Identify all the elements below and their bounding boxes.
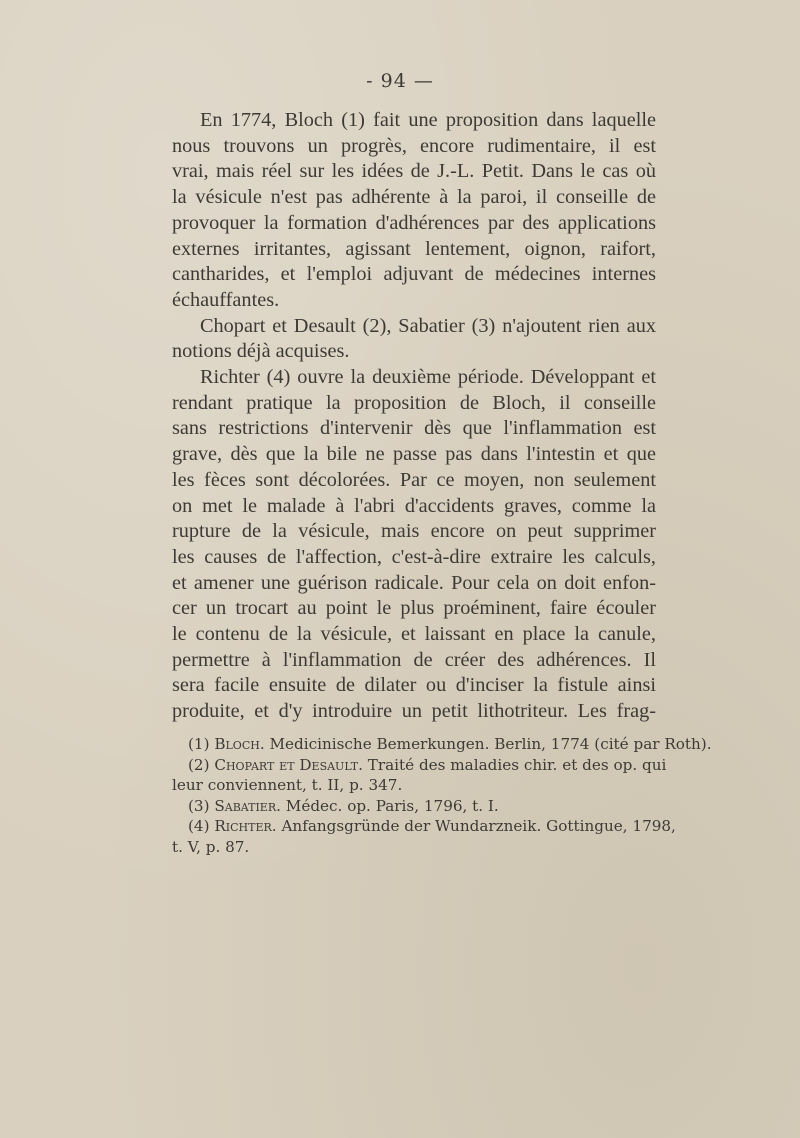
footnote-number: (1) (188, 735, 210, 753)
paragraph-3 (172, 365, 656, 725)
footnote-text: . Médec. op. Paris, 1796, t. I. (276, 796, 499, 815)
footnote-number: (2) (188, 755, 210, 774)
footnote-3 (172, 796, 658, 817)
footnote-author: Richter (214, 817, 272, 835)
footnote-1 (172, 734, 712, 755)
text-line: sera facile ensuite de dilater ou d'inciser la fistule ainsi (172, 674, 656, 697)
paragraph-1 (172, 108, 656, 314)
footnotes (172, 734, 712, 857)
text-line: provoquer la formation d'adhérences par des applications (172, 211, 656, 234)
text-line: Chopart et Desault (2), Sabatier (3) n'ajoutent rien aux (200, 314, 656, 337)
text-line: les fèces sont décolorées. Par ce moyen, non seulement (172, 468, 656, 491)
footnote-author: Bloch (214, 735, 260, 753)
text-line: rendant pratique la proposition de Bloch, il conseille (172, 391, 656, 414)
footnote-line: (1) Bloch. Medicinische Bemerkungen. Berlin, 1774 (cité par Roth). (188, 735, 712, 753)
text-line: notions déjà acquises. (172, 340, 350, 363)
text-line: cantharides, et l'emploi adjuvant de médecines internes (172, 263, 656, 286)
footnote-line: leur conviennent, t. II, p. 347. (172, 776, 403, 794)
footnote-2 (172, 755, 667, 796)
text-line: grave, dès que la bile ne passe pas dans l'intestin et que (172, 443, 656, 466)
paragraph-2 (172, 314, 656, 365)
text-line: En 1774, Bloch (1) fait une proposition dans laquelle (200, 109, 656, 131)
footnote-line (172, 816, 676, 837)
text-line: vrai, mais réel sur les idées de J.-L. Petit. Dans le cas où (172, 160, 656, 183)
text-line: cer un trocart au point le plus proéminent, faire écouler (172, 597, 656, 620)
text-line: nous trouvons un progrès, encore rudimentaire, il est (172, 134, 656, 157)
footnote-number: (3) (188, 796, 210, 815)
text-line: le contenu de la vésicule, et laissant en place la canule, (172, 623, 656, 646)
text-line: produite, et d'y introduire un petit lithotriteur. Les frag- (172, 700, 656, 723)
text-line: on met le malade à l'abri d'accidents graves, comme la (172, 494, 656, 517)
text-line: les causes de l'affection, c'est-à-dire extraire les calculs, (172, 545, 656, 568)
footnote-4 (172, 816, 676, 857)
footnote-text: Medicinische Bemerkungen. Berlin, 1774 (cité par Roth). (269, 735, 712, 753)
footnote-author: Chopart et Desault (214, 755, 359, 774)
body-text (172, 108, 656, 725)
text-line: externes irritantes, agissant lentement, oignon, raifort, (172, 237, 656, 260)
page-number: - 94 — (366, 70, 434, 92)
footnote-text: . Traité des maladies chir. et des op. qui (358, 755, 667, 774)
footnote-line: t. V, p. 87. (172, 837, 250, 856)
footnote-author: Sabatier (214, 796, 277, 815)
footnote-line (172, 755, 667, 776)
text-line: rupture de la vésicule, mais encore on peut supprimer (172, 520, 656, 543)
text-line: sans restrictions d'intervenir dès que l'inflammation est (172, 417, 656, 440)
text-line: la vésicule n'est pas adhérente à la paroi, il conseille de (172, 186, 656, 209)
footnote-text: . Anfangsgründe der Wundarzneik. Gottingue, 1798, (271, 817, 676, 835)
text-line: permettre à l'inflammation de créer des adhérences. Il (172, 648, 656, 671)
footnote-line (172, 796, 658, 817)
footnote-number: (4) (188, 817, 210, 835)
text-line: échauffantes. (172, 288, 280, 311)
text-line: et amener une guérison radicale. Pour cela on doit enfon- (172, 571, 656, 594)
text-line: Richter (4) ouvre la deuxième période. Développant et (200, 366, 656, 389)
